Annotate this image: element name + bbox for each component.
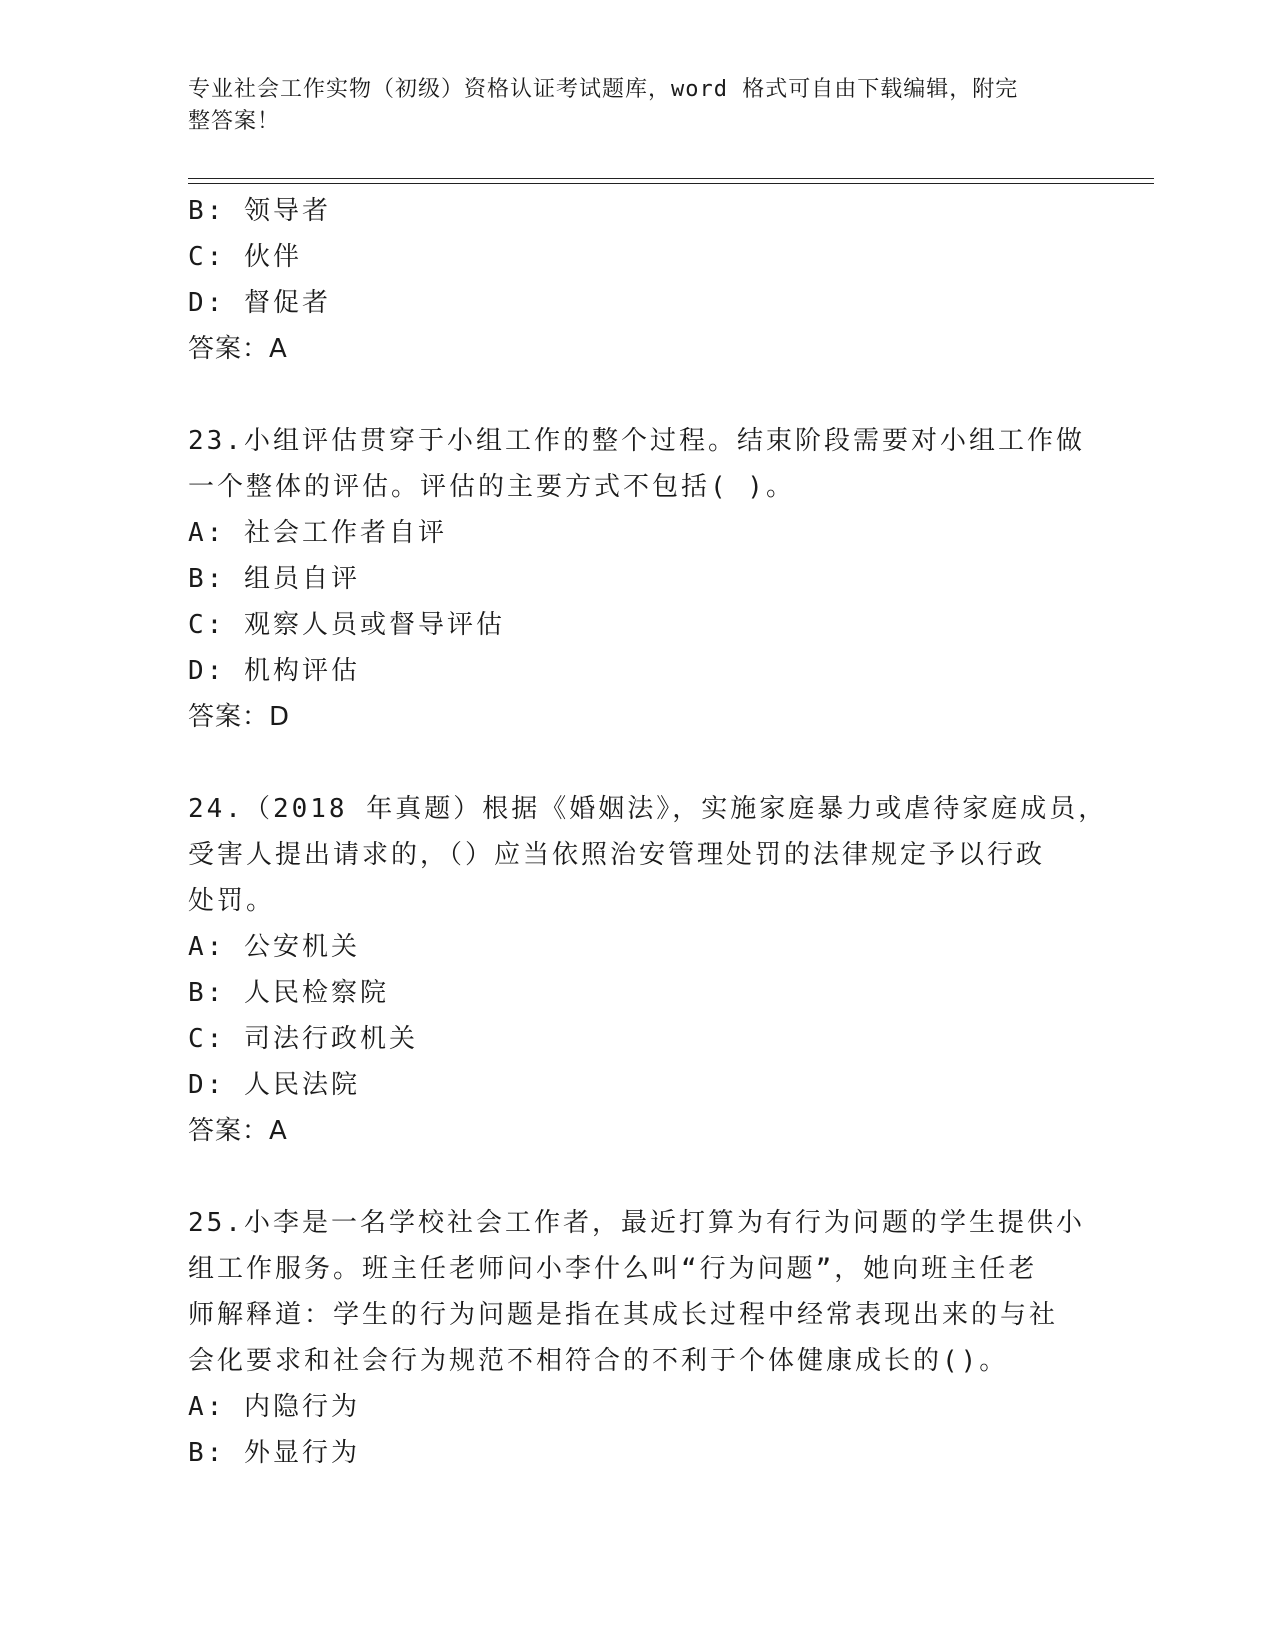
question-content bbox=[188, 188, 1108, 1476]
stem-line: 组工作服务。班主任老师问小李什么叫“行为问题”，她向班主任老 bbox=[188, 1254, 1038, 1284]
question-stem bbox=[188, 1200, 1088, 1384]
option-d: D: 人民法院 bbox=[188, 1070, 360, 1100]
stem-line: 一个整体的评估。评估的主要方式不包括( )。 bbox=[188, 472, 795, 502]
stem-line: 处罚。 bbox=[188, 886, 276, 916]
option-b: B: 领导者 bbox=[188, 196, 331, 226]
question-stem bbox=[188, 418, 1088, 510]
option-b: B: 组员自评 bbox=[188, 564, 360, 594]
option-b: B: 外显行为 bbox=[188, 1438, 360, 1468]
stem-line: 师解释道：学生的行为问题是指在其成长过程中经常表现出来的与社 bbox=[188, 1300, 1059, 1330]
header-divider-top bbox=[188, 178, 1154, 179]
page-header bbox=[188, 74, 1068, 138]
answer: 答案：D bbox=[188, 702, 291, 732]
question-25 bbox=[188, 1200, 1088, 1476]
option-d: D: 机构评估 bbox=[188, 656, 360, 686]
question-22-continuation bbox=[188, 188, 1088, 372]
stem-line: 23.小组评估贯穿于小组工作的整个过程。结束阶段需要对小组工作做 bbox=[188, 426, 1085, 456]
option-c: C: 伙伴 bbox=[188, 242, 302, 272]
answer: 答案：A bbox=[188, 1116, 288, 1146]
stem-line: 会化要求和社会行为规范不相符合的不利于个体健康成长的()。 bbox=[188, 1346, 1009, 1376]
stem-line: 24.（2018 年真题）根据《婚姻法》，实施家庭暴力或虐待家庭成员， bbox=[188, 794, 1108, 824]
question-23 bbox=[188, 418, 1088, 740]
question-24 bbox=[188, 786, 1108, 1154]
header-divider-bottom bbox=[188, 183, 1154, 184]
header-line-2: 整答案！ bbox=[188, 109, 281, 134]
stem-line: 受害人提出请求的，（）应当依照治安管理处罚的法律规定予以行政 bbox=[188, 840, 1046, 870]
answer: 答案：A bbox=[188, 334, 288, 364]
option-b: B: 人民检察院 bbox=[188, 978, 389, 1008]
stem-line: 25.小李是一名学校社会工作者，最近打算为有行为问题的学生提供小 bbox=[188, 1208, 1085, 1238]
option-c: C: 观察人员或督导评估 bbox=[188, 610, 505, 640]
option-a: A: 社会工作者自评 bbox=[188, 518, 447, 548]
header-line-1: 专业社会工作实物（初级）资格认证考试题库，word 格式可自由下载编辑，附完 bbox=[188, 77, 1019, 102]
question-stem bbox=[188, 786, 1108, 924]
option-d: D: 督促者 bbox=[188, 288, 331, 318]
option-c: C: 司法行政机关 bbox=[188, 1024, 418, 1054]
option-a: A: 内隐行为 bbox=[188, 1392, 360, 1422]
option-a: A: 公安机关 bbox=[188, 932, 360, 962]
